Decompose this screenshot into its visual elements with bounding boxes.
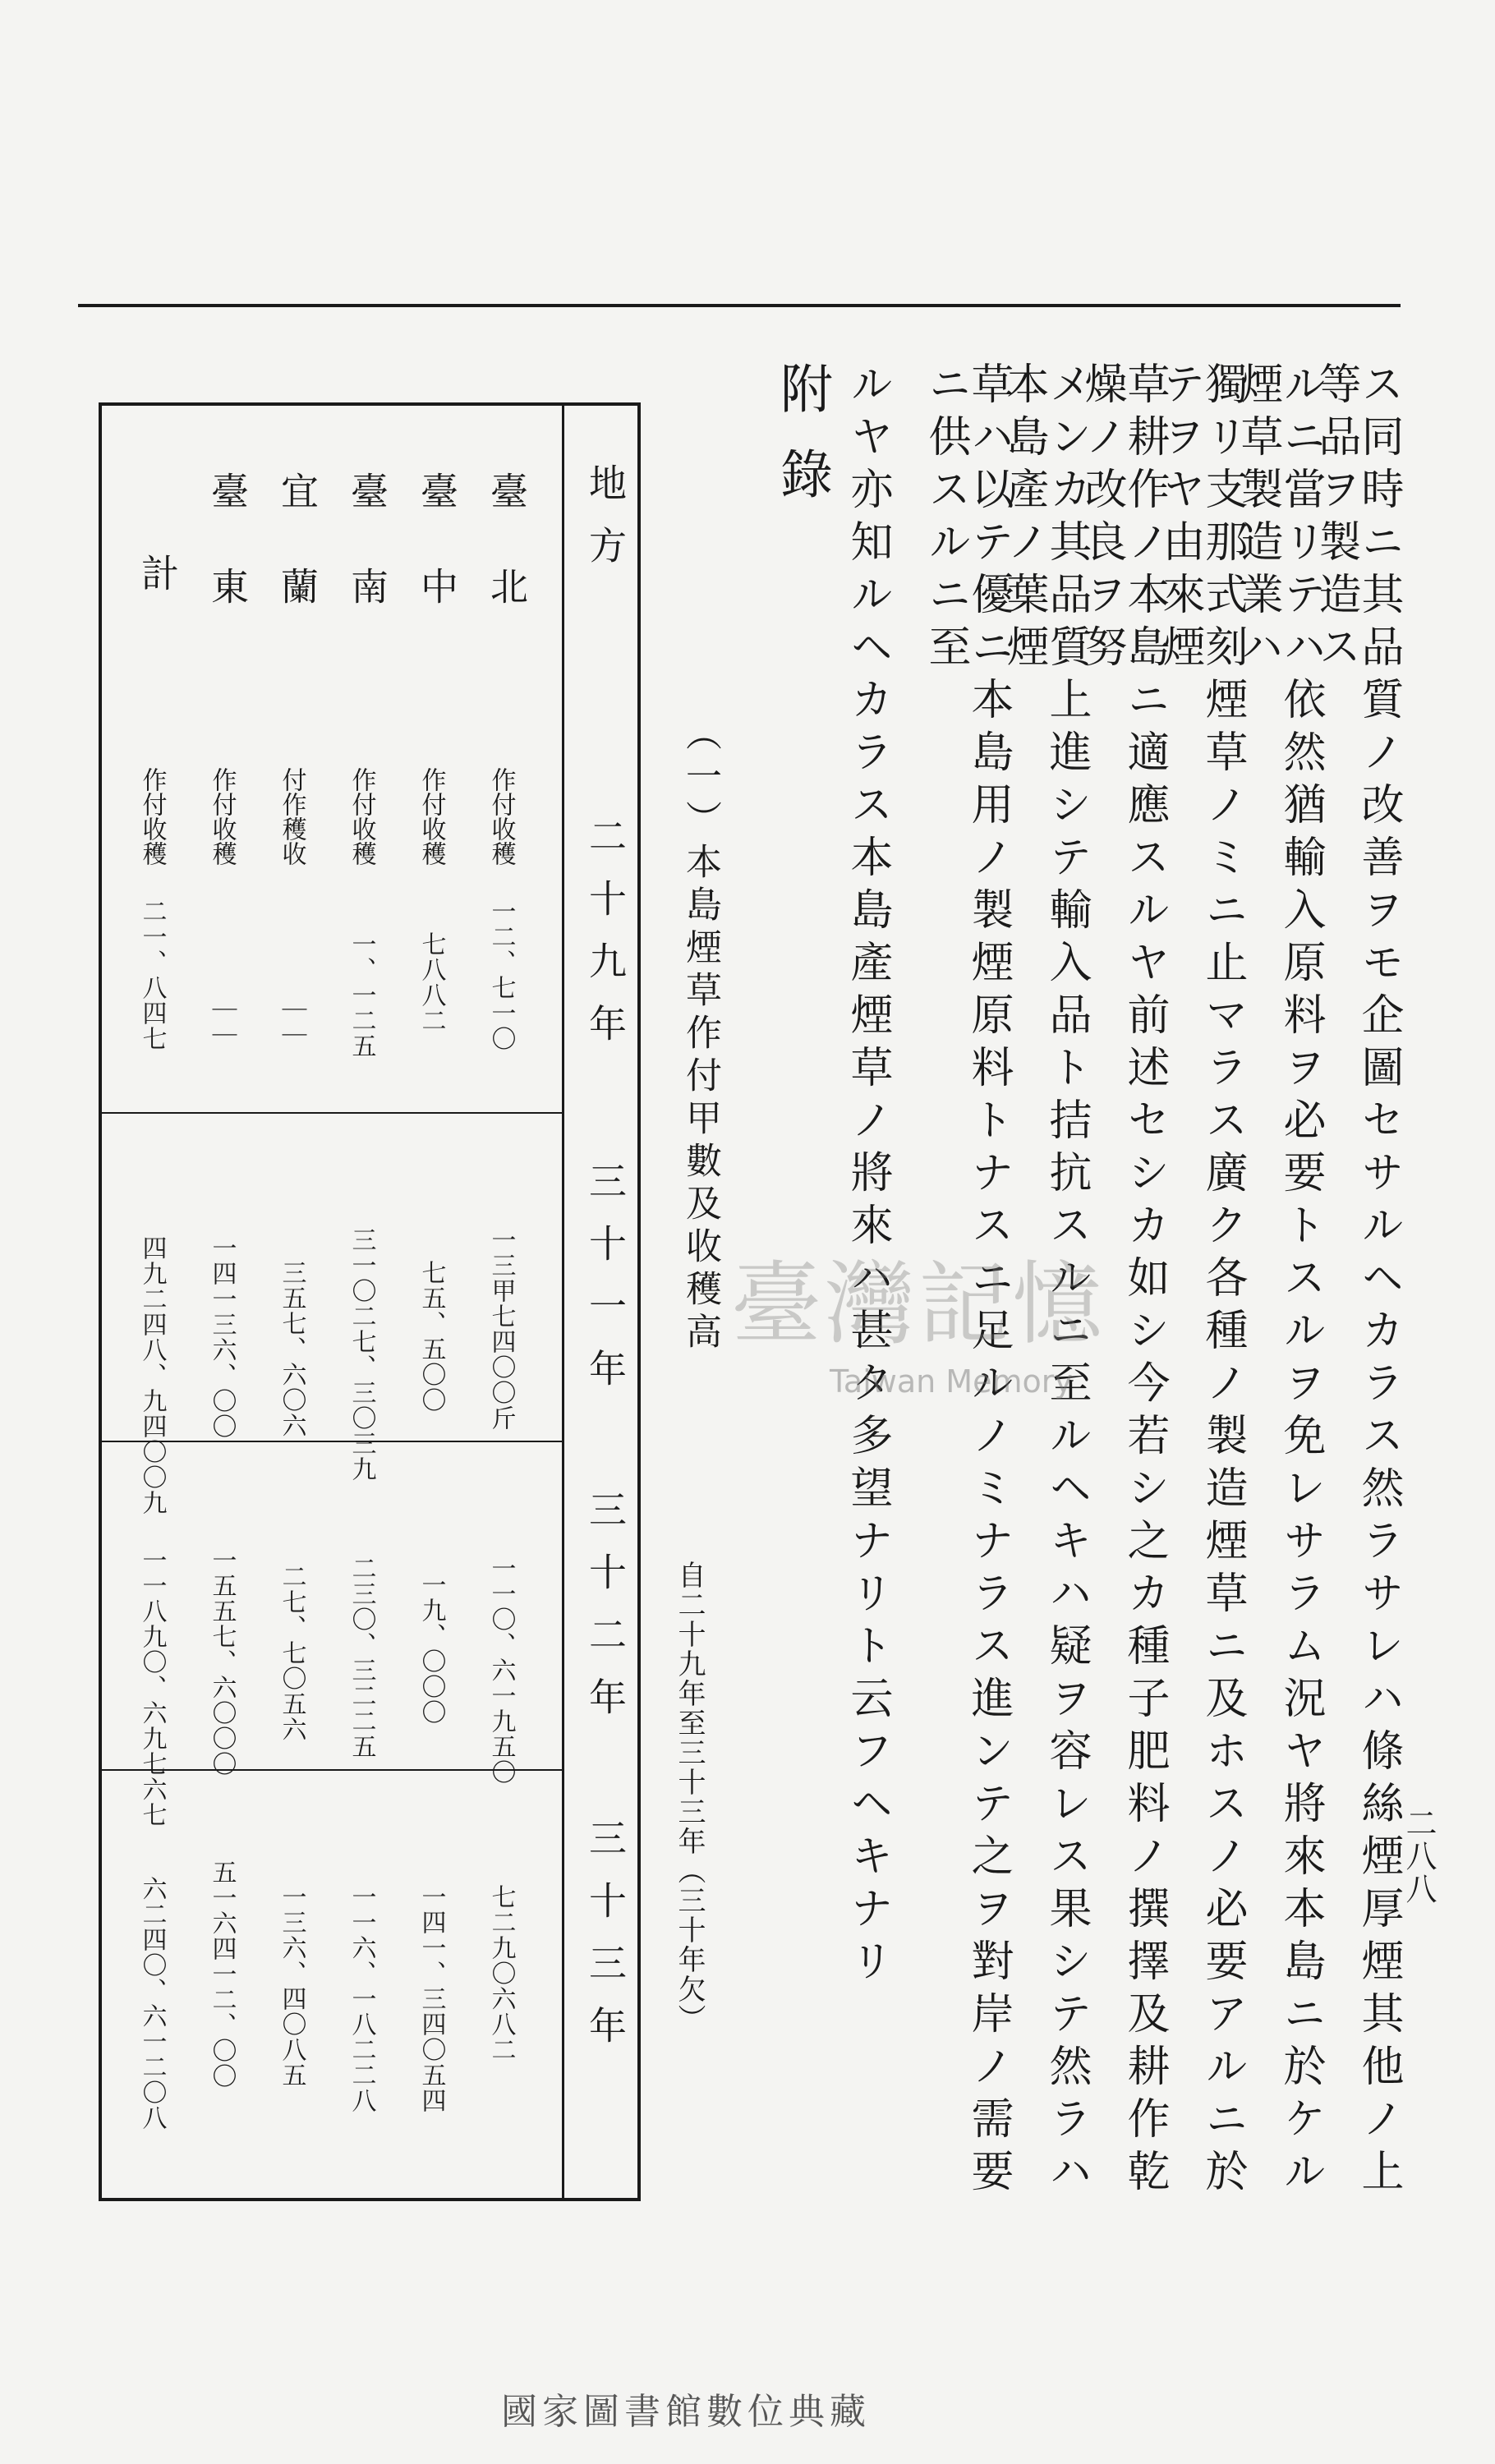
top-rule xyxy=(78,304,1401,307)
watermark-logo: 臺灣記憶 xyxy=(731,1252,1106,1357)
body-column-1: ス同時ニ其品質ノ改善ヲモ企圖セサルヘカラス然ラサレハ條絲煙厚煙其他ノ上等品ヲ製造ス xyxy=(1311,361,1403,2201)
body-column-7: ルヤ亦知ルヘカラス本島產煙草ノ將來ハ甚タ多望ナリト云フヘキナリ xyxy=(843,361,892,1991)
table-title: （一）本島煙草作付甲數及收穫高 xyxy=(679,715,721,1355)
cell-32-yilan: 二七、七〇五六 xyxy=(277,1564,306,1742)
cell-29-taipei: 一二、七一〇 xyxy=(486,899,516,1051)
cell-33-taitung: 五一六四一二、〇〇 xyxy=(207,1859,237,2089)
year-divider xyxy=(102,1112,562,1114)
tobacco-table xyxy=(99,402,641,2201)
region-taichung: 臺中 xyxy=(415,471,459,662)
cell-33-taipei: 七二九〇六八二 xyxy=(486,1884,516,2062)
region-taipei: 臺北 xyxy=(485,471,529,662)
header-year-32: 三十二年 xyxy=(583,1490,628,1740)
cell-32-taipei: 一一〇、六一九五〇 xyxy=(486,1556,516,1785)
cell-29-yilan: ｜｜ xyxy=(277,997,306,1048)
cell-31-total: 四九二四八、九四〇〇九 xyxy=(137,1235,167,1515)
cell-32-tainan: 二三〇、三二二五 xyxy=(347,1556,376,1759)
cell-32-taitung: 一五五七、六〇〇〇 xyxy=(207,1547,237,1777)
cell-33-tainan: 一一六、一八二二八 xyxy=(347,1884,376,2113)
cell-29-taichung: 七八八二 xyxy=(416,931,446,1033)
cell-33-yilan: 一三六、四〇八五 xyxy=(277,1884,306,2088)
label-taipei: 作付收穫 xyxy=(486,767,516,866)
cell-32-taichung: 一九、〇〇〇 xyxy=(416,1572,446,1725)
cell-29-total: 二一、八四七 xyxy=(137,899,167,1051)
cell-33-taichung: 一四一、三四〇五四 xyxy=(416,1884,446,2113)
cell-31-taichung: 七五、五〇〇 xyxy=(416,1260,446,1413)
body-column-4: 草耕作ノ本島ニ適應スルヤ前述セシカ如シ今若シ之カ種子肥料ノ撰擇及耕作乾燥ノ改良ヲ努 xyxy=(1077,361,1169,2201)
header-year-33: 三十三年 xyxy=(583,1818,628,2068)
cell-33-total: 六二四〇、六一二〇八 xyxy=(137,1876,167,2131)
cell-31-taipei: 一三甲七四〇〇斤 xyxy=(486,1227,516,1431)
body-column-5: メンカ其品質上進シテ輸入品ト拮抗スルニ至ルヘキハ疑ヲ容レス果シテ然ラハ本島產ノ葉煙 xyxy=(999,361,1091,2201)
label-taichung: 作付收穫 xyxy=(416,767,446,866)
region-taitung: 臺東 xyxy=(205,471,250,662)
region-tainan: 臺南 xyxy=(345,471,389,662)
appendix-heading: 附錄 xyxy=(771,361,832,532)
header-year-31: 三十一年 xyxy=(583,1161,628,1411)
page-number: 二八八 xyxy=(1401,1807,1437,1905)
header-separator xyxy=(562,406,564,2198)
year-divider xyxy=(102,1441,562,1442)
label-yilan: 付作穫收 xyxy=(277,767,306,866)
cell-31-taitung: 一四一三六、〇〇 xyxy=(207,1235,237,1439)
footer-credit: 國家圖書館數位典藏 xyxy=(501,2391,871,2433)
region-total: 計 xyxy=(136,554,180,649)
cell-31-tainan: 三一〇二七、三〇三九 xyxy=(347,1227,376,1482)
label-taitung: 作付收穫 xyxy=(207,767,237,866)
body-column-6: 草ハ以テ優ニ本島用ノ製煙原料トナスニ足ルノミナラス進ンテ之ヲ對岸ノ需要ニ供スルニ至 xyxy=(921,361,1013,2201)
table-range-note: 自二十九年至三十三年（三十年欠） xyxy=(673,1561,706,2034)
cell-31-yilan: 三五七、六〇六 xyxy=(277,1260,306,1438)
cell-32-total: 一一八九〇、六九七六七 xyxy=(137,1547,167,1827)
watermark-subtitle: Taiwan Memory xyxy=(830,1363,1073,1400)
body-column-2: ルニ當リテハ依然猶輸入原料ヲ必要トスルヲ免レサラム況ヤ將來本島ニ於ケル煙草製造業ハ xyxy=(1233,361,1325,2201)
region-yilan: 宜蘭 xyxy=(275,471,320,662)
cell-29-taitung: ｜｜ xyxy=(207,997,237,1048)
header-region: 地方 xyxy=(583,463,628,588)
body-column-3: 獨リ支那式刻煙草ノミニ止マラス廣ク各種ノ製造煙草ニ及ホスノ必要アルニ於テヲヤ由來煙 xyxy=(1155,361,1247,2201)
header-year-29: 二十九年 xyxy=(583,816,628,1066)
label-tainan: 作付收穫 xyxy=(347,767,376,866)
label-total: 作付收穫 xyxy=(137,767,167,866)
cell-29-tainan: 一、一二五 xyxy=(347,931,376,1059)
